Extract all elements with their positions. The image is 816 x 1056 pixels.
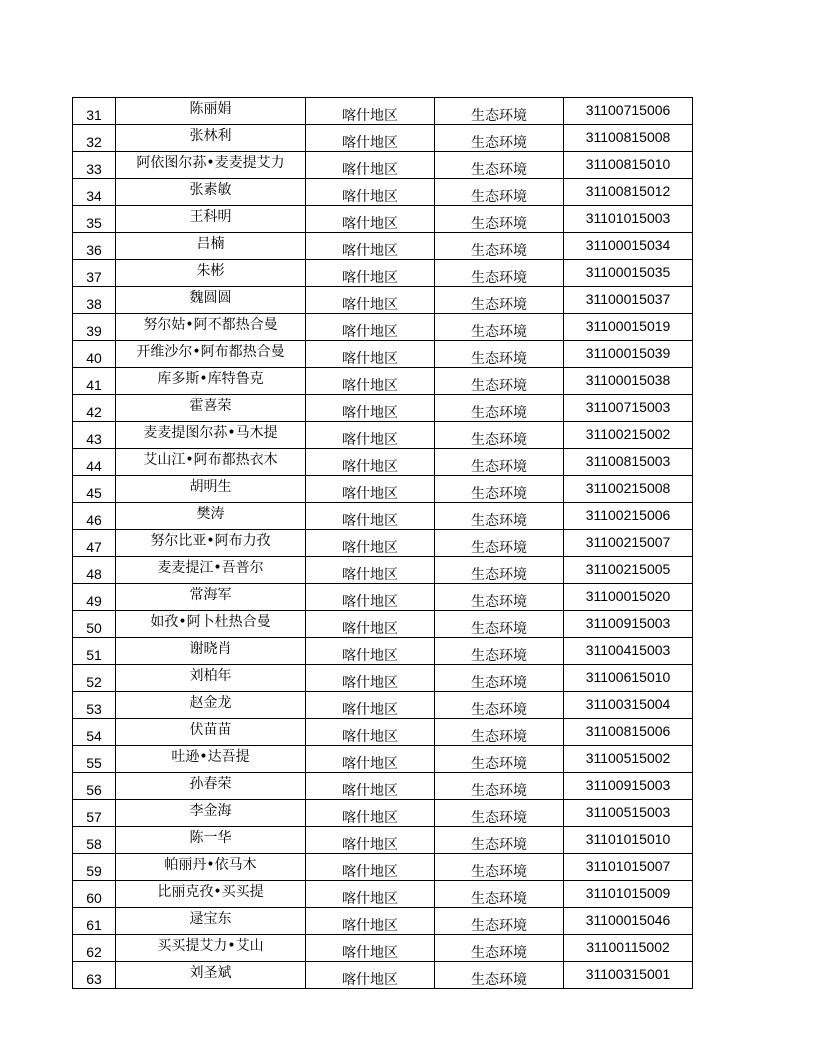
row-number-cell: 33: [73, 152, 116, 179]
field-cell: 生态环境: [435, 908, 564, 935]
field-cell: 生态环境: [435, 638, 564, 665]
certificate-id-cell: 31100015035: [564, 260, 693, 287]
row-number-cell: 46: [73, 503, 116, 530]
certificate-id-cell: 31100115002: [564, 935, 693, 962]
region-cell: 喀什地区: [306, 935, 435, 962]
field-cell: 生态环境: [435, 557, 564, 584]
table-row: [73, 314, 693, 341]
person-name-cell: 魏圆圆: [116, 287, 306, 314]
table-row: [73, 368, 693, 395]
row-number-cell: 32: [73, 125, 116, 152]
field-cell: 生态环境: [435, 881, 564, 908]
field-cell: 生态环境: [435, 98, 564, 125]
table-row: [73, 638, 693, 665]
region-cell: 喀什地区: [306, 962, 435, 989]
certificate-id-cell: 31100815003: [564, 449, 693, 476]
roster-table-body: [73, 98, 693, 989]
certificate-id-cell: 31100015019: [564, 314, 693, 341]
certificate-id-cell: 31101015009: [564, 881, 693, 908]
field-cell: 生态环境: [435, 530, 564, 557]
region-cell: 喀什地区: [306, 854, 435, 881]
row-number-cell: 45: [73, 476, 116, 503]
table-row: [73, 557, 693, 584]
person-name-cell: 张林利: [116, 125, 306, 152]
region-cell: 喀什地区: [306, 719, 435, 746]
region-cell: 喀什地区: [306, 773, 435, 800]
region-cell: 喀什地区: [306, 530, 435, 557]
row-number-cell: 50: [73, 611, 116, 638]
field-cell: 生态环境: [435, 773, 564, 800]
table-row: [73, 719, 693, 746]
field-cell: 生态环境: [435, 584, 564, 611]
row-number-cell: 53: [73, 692, 116, 719]
person-name-cell: 麦麦提江•吾普尔: [116, 557, 306, 584]
field-cell: 生态环境: [435, 314, 564, 341]
row-number-cell: 31: [73, 98, 116, 125]
table-row: [73, 98, 693, 125]
certificate-id-cell: 31100015046: [564, 908, 693, 935]
person-name-cell: 赵金龙: [116, 692, 306, 719]
table-row: [73, 584, 693, 611]
certificate-id-cell: 31100015034: [564, 233, 693, 260]
table-row: [73, 800, 693, 827]
row-number-cell: 58: [73, 827, 116, 854]
field-cell: 生态环境: [435, 206, 564, 233]
person-name-cell: 刘圣斌: [116, 962, 306, 989]
field-cell: 生态环境: [435, 422, 564, 449]
certificate-id-cell: 31100415003: [564, 638, 693, 665]
table-row: [73, 827, 693, 854]
region-cell: 喀什地区: [306, 125, 435, 152]
field-cell: 生态环境: [435, 125, 564, 152]
person-name-cell: 库多斯•库特鲁克: [116, 368, 306, 395]
region-cell: 喀什地区: [306, 152, 435, 179]
row-number-cell: 63: [73, 962, 116, 989]
field-cell: 生态环境: [435, 611, 564, 638]
field-cell: 生态环境: [435, 449, 564, 476]
person-name-cell: 谢晓肖: [116, 638, 306, 665]
person-name-cell: 刘柏年: [116, 665, 306, 692]
certificate-id-cell: 31100215007: [564, 530, 693, 557]
roster-sheet: [72, 97, 692, 989]
table-row: [73, 665, 693, 692]
field-cell: 生态环境: [435, 800, 564, 827]
region-cell: 喀什地区: [306, 881, 435, 908]
row-number-cell: 56: [73, 773, 116, 800]
field-cell: 生态环境: [435, 962, 564, 989]
region-cell: 喀什地区: [306, 449, 435, 476]
field-cell: 生态环境: [435, 260, 564, 287]
row-number-cell: 51: [73, 638, 116, 665]
field-cell: 生态环境: [435, 854, 564, 881]
row-number-cell: 61: [73, 908, 116, 935]
field-cell: 生态环境: [435, 665, 564, 692]
region-cell: 喀什地区: [306, 908, 435, 935]
table-row: [73, 233, 693, 260]
person-name-cell: 吐逊•达吾提: [116, 746, 306, 773]
table-row: [73, 206, 693, 233]
field-cell: 生态环境: [435, 368, 564, 395]
field-cell: 生态环境: [435, 233, 564, 260]
person-name-cell: 胡明生: [116, 476, 306, 503]
table-row: [73, 125, 693, 152]
table-row: [73, 530, 693, 557]
row-number-cell: 38: [73, 287, 116, 314]
table-row: [73, 449, 693, 476]
region-cell: 喀什地区: [306, 368, 435, 395]
certificate-id-cell: 31100815012: [564, 179, 693, 206]
row-number-cell: 34: [73, 179, 116, 206]
certificate-id-cell: 31100015037: [564, 287, 693, 314]
person-name-cell: 霍喜荣: [116, 395, 306, 422]
certificate-id-cell: 31101015010: [564, 827, 693, 854]
person-name-cell: 阿依图尔荪•麦麦提艾力: [116, 152, 306, 179]
region-cell: 喀什地区: [306, 476, 435, 503]
row-number-cell: 43: [73, 422, 116, 449]
table-row: [73, 179, 693, 206]
table-row: [73, 935, 693, 962]
row-number-cell: 55: [73, 746, 116, 773]
table-row: [73, 341, 693, 368]
certificate-id-cell: 31100815006: [564, 719, 693, 746]
table-row: [73, 611, 693, 638]
person-name-cell: 开维沙尔•阿布都热合曼: [116, 341, 306, 368]
person-name-cell: 陈一华: [116, 827, 306, 854]
field-cell: 生态环境: [435, 152, 564, 179]
person-name-cell: 买买提艾力•艾山: [116, 935, 306, 962]
table-row: [73, 152, 693, 179]
region-cell: 喀什地区: [306, 341, 435, 368]
region-cell: 喀什地区: [306, 584, 435, 611]
table-row: [73, 773, 693, 800]
person-name-cell: 帕丽丹•依马木: [116, 854, 306, 881]
row-number-cell: 37: [73, 260, 116, 287]
region-cell: 喀什地区: [306, 260, 435, 287]
person-name-cell: 逯宝东: [116, 908, 306, 935]
person-name-cell: 艾山江•阿布都热衣木: [116, 449, 306, 476]
row-number-cell: 52: [73, 665, 116, 692]
field-cell: 生态环境: [435, 179, 564, 206]
certificate-id-cell: 31100315001: [564, 962, 693, 989]
table-row: [73, 395, 693, 422]
certificate-id-cell: 31100915003: [564, 611, 693, 638]
table-row: [73, 962, 693, 989]
region-cell: 喀什地区: [306, 206, 435, 233]
person-name-cell: 常海军: [116, 584, 306, 611]
region-cell: 喀什地区: [306, 179, 435, 206]
certificate-id-cell: 31101015003: [564, 206, 693, 233]
region-cell: 喀什地区: [306, 422, 435, 449]
table-row: [73, 503, 693, 530]
certificate-id-cell: 31101015007: [564, 854, 693, 881]
region-cell: 喀什地区: [306, 98, 435, 125]
certificate-id-cell: 31100815010: [564, 152, 693, 179]
row-number-cell: 41: [73, 368, 116, 395]
region-cell: 喀什地区: [306, 233, 435, 260]
field-cell: 生态环境: [435, 503, 564, 530]
row-number-cell: 60: [73, 881, 116, 908]
certificate-id-cell: 31100215006: [564, 503, 693, 530]
person-name-cell: 麦麦提图尔荪•马木提: [116, 422, 306, 449]
row-number-cell: 54: [73, 719, 116, 746]
field-cell: 生态环境: [435, 395, 564, 422]
field-cell: 生态环境: [435, 341, 564, 368]
person-name-cell: 王科明: [116, 206, 306, 233]
row-number-cell: 39: [73, 314, 116, 341]
person-name-cell: 努尔比亚•阿布力孜: [116, 530, 306, 557]
certificate-id-cell: 31100015038: [564, 368, 693, 395]
region-cell: 喀什地区: [306, 395, 435, 422]
row-number-cell: 42: [73, 395, 116, 422]
field-cell: 生态环境: [435, 827, 564, 854]
region-cell: 喀什地区: [306, 800, 435, 827]
certificate-id-cell: 31100515003: [564, 800, 693, 827]
row-number-cell: 44: [73, 449, 116, 476]
certificate-id-cell: 31100515002: [564, 746, 693, 773]
roster-table: [72, 97, 693, 989]
region-cell: 喀什地区: [306, 503, 435, 530]
table-row: [73, 746, 693, 773]
certificate-id-cell: 31100215008: [564, 476, 693, 503]
region-cell: 喀什地区: [306, 287, 435, 314]
region-cell: 喀什地区: [306, 746, 435, 773]
region-cell: 喀什地区: [306, 314, 435, 341]
person-name-cell: 如孜•阿卜杜热合曼: [116, 611, 306, 638]
field-cell: 生态环境: [435, 719, 564, 746]
field-cell: 生态环境: [435, 287, 564, 314]
field-cell: 生态环境: [435, 746, 564, 773]
person-name-cell: 李金海: [116, 800, 306, 827]
table-row: [73, 854, 693, 881]
region-cell: 喀什地区: [306, 665, 435, 692]
certificate-id-cell: 31100215005: [564, 557, 693, 584]
person-name-cell: 朱彬: [116, 260, 306, 287]
certificate-id-cell: 31100015039: [564, 341, 693, 368]
person-name-cell: 努尔姑•阿不都热合曼: [116, 314, 306, 341]
certificate-id-cell: 31100015020: [564, 584, 693, 611]
table-row: [73, 908, 693, 935]
person-name-cell: 张素敏: [116, 179, 306, 206]
person-name-cell: 陈丽娟: [116, 98, 306, 125]
certificate-id-cell: 31100715003: [564, 395, 693, 422]
certificate-id-cell: 31100715006: [564, 98, 693, 125]
region-cell: 喀什地区: [306, 557, 435, 584]
person-name-cell: 孙春荣: [116, 773, 306, 800]
person-name-cell: 伏苗苗: [116, 719, 306, 746]
region-cell: 喀什地区: [306, 611, 435, 638]
region-cell: 喀什地区: [306, 692, 435, 719]
certificate-id-cell: 31100215002: [564, 422, 693, 449]
certificate-id-cell: 31100315004: [564, 692, 693, 719]
row-number-cell: 36: [73, 233, 116, 260]
region-cell: 喀什地区: [306, 638, 435, 665]
certificate-id-cell: 31100615010: [564, 665, 693, 692]
table-row: [73, 422, 693, 449]
person-name-cell: 吕楠: [116, 233, 306, 260]
row-number-cell: 49: [73, 584, 116, 611]
table-row: [73, 476, 693, 503]
field-cell: 生态环境: [435, 935, 564, 962]
person-name-cell: 樊涛: [116, 503, 306, 530]
table-row: [73, 881, 693, 908]
row-number-cell: 47: [73, 530, 116, 557]
row-number-cell: 57: [73, 800, 116, 827]
row-number-cell: 40: [73, 341, 116, 368]
person-name-cell: 比丽克孜•买买提: [116, 881, 306, 908]
region-cell: 喀什地区: [306, 827, 435, 854]
table-row: [73, 260, 693, 287]
field-cell: 生态环境: [435, 476, 564, 503]
row-number-cell: 35: [73, 206, 116, 233]
table-row: [73, 692, 693, 719]
row-number-cell: 59: [73, 854, 116, 881]
certificate-id-cell: 31100815008: [564, 125, 693, 152]
row-number-cell: 62: [73, 935, 116, 962]
table-row: [73, 287, 693, 314]
certificate-id-cell: 31100915003: [564, 773, 693, 800]
row-number-cell: 48: [73, 557, 116, 584]
field-cell: 生态环境: [435, 692, 564, 719]
